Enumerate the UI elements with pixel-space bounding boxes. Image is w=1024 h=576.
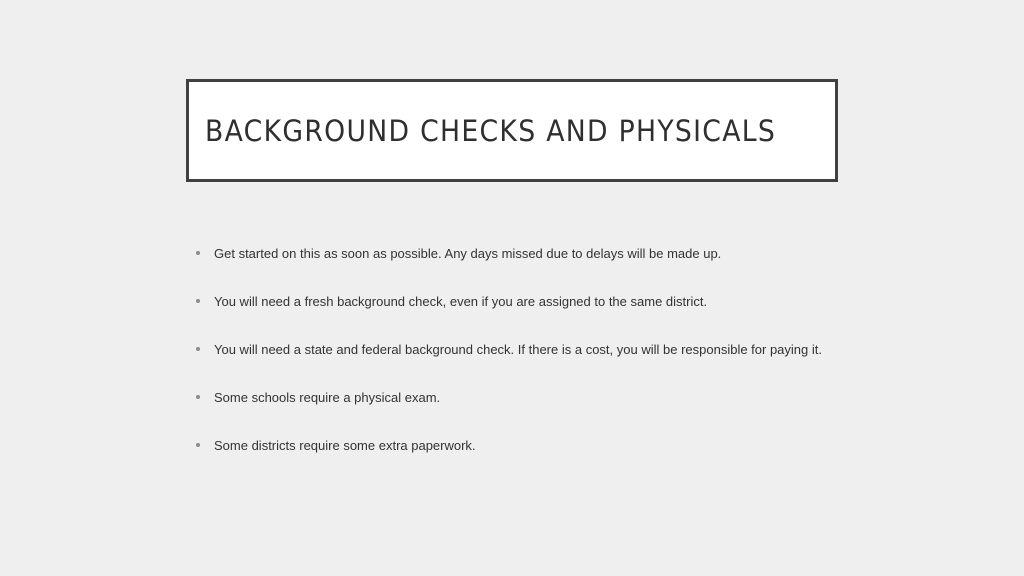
bullet-item (196, 291, 836, 339)
bullet-item (196, 243, 836, 291)
bullet-dot-icon (196, 443, 200, 447)
bullet-dot-icon (196, 347, 200, 351)
bullet-item (196, 387, 836, 435)
bullet-dot-icon (196, 251, 200, 255)
bullet-item (196, 435, 836, 483)
title-box (186, 79, 838, 182)
bullet-text: You will need a fresh background check, even if you are assigned to the same district. (214, 294, 708, 309)
slide-title: BACKGROUND CHECKS AND PHYSICALS (205, 113, 777, 148)
bullet-dot-icon (196, 299, 200, 303)
bullet-text: Some districts require some extra paperwork. (214, 438, 476, 453)
bullet-text: Some schools require a physical exam. (214, 390, 441, 405)
bullet-dot-icon (196, 395, 200, 399)
bullet-list (196, 243, 836, 483)
bullet-text: You will need a state and federal background check. If there is a cost, you will be responsible for paying it. (214, 342, 822, 357)
bullet-item (196, 339, 836, 387)
bullet-text: Get started on this as soon as possible. Any days missed due to delays will be made up. (214, 246, 722, 261)
